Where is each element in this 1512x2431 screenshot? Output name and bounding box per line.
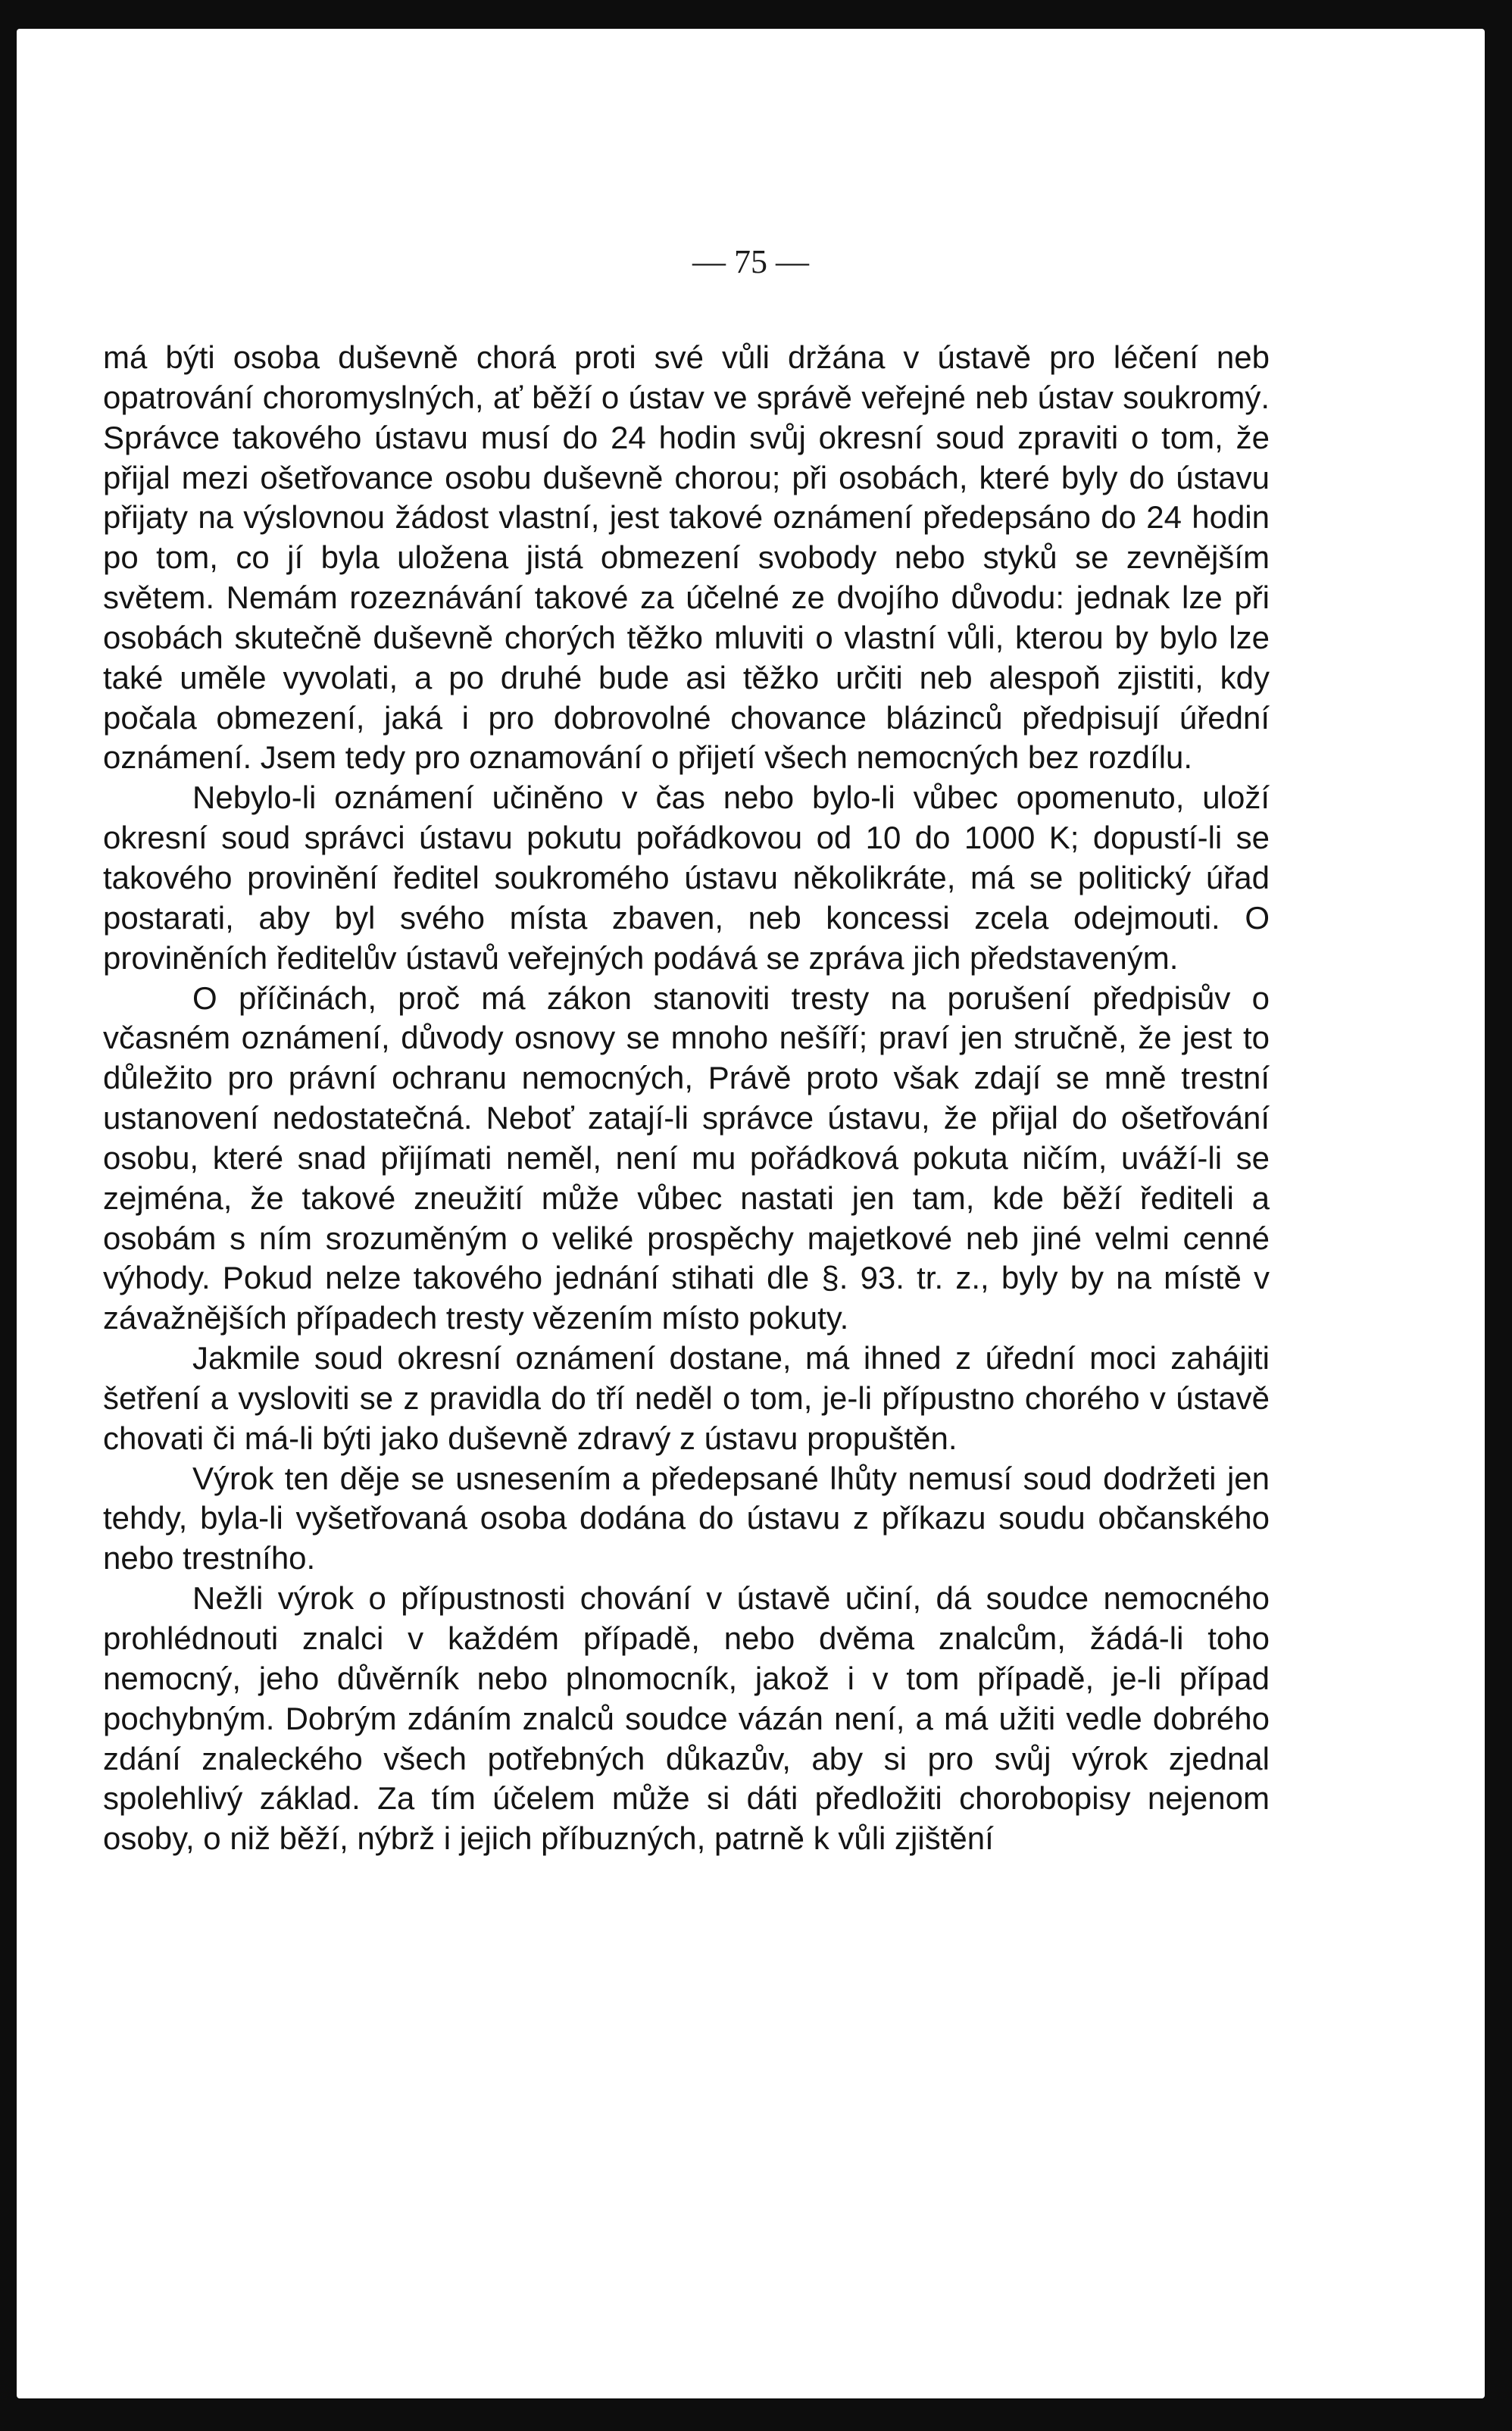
paragraph: O příčinách, proč má zákon stanoviti tresty na porušení předpisův o včasném oznámení, důvody osnovy se mnoho nešíří; praví jen stručně, že jest to důležito pro právní ochranu nemocných, Právě proto však zdají se mně trestní ustanovení nedostatečná. Neboť zatají-li správce ústavu, že přijal do ošetřování osobu, které snad přijímati neměl, není mu pořádková pokuta ničím, uváží-li se zejména, že takové zneužití může vůbec nastati jen tam, kde běží řediteli a osobám s ním srozuměným o veliké prospěchy majetkové neb jiné velmi cenné výhody. Pokud nelze takového jednání stihati dle §. 93. tr. z., byly by na místě v závažnějších případech tresty vězením místo pokuty. — [103, 980, 1270, 1336]
paragraph: Nežli výrok o přípustnosti chování v ústavě učiní, dá soudce nemocného prohlédnouti znalci v každém případě, nebo dvěma znalcům, žádá-li toho nemocný, jeho důvěrník nebo plnomocník, jakož i v tom případě, je-li případ pochybným. Dobrým zdáním znalců soudce vázán není, a má užiti vedle dobrého zdání znaleckého všech potřebných důkazův, aby si pro svůj výrok zjednal spolehlivý základ. Za tím účelem může si dáti předložiti chorobopisy nejenom osoby, o niž běží, nýbrž i jejich příbuzných, patrně k vůli zjištění — [103, 1580, 1270, 1857]
scanned-page — [17, 29, 1485, 2398]
paragraph: Výrok ten děje se usnesením a předepsané lhůty nemusí soud dodržeti jen tehdy, byla-li vyšetřovaná osoba dodána do ústavu z příkazu soudu občanského nebo trestního. — [103, 1460, 1270, 1576]
paragraph: Jakmile soud okresní oznámení dostane, má ihned z úřední moci zahájiti šetření a vysloviti se z pravidla do tří neděl o tom, je-li přípustno chorého v ústavě chovati či má-li býti jako duševně zdravý z ústavu propuštěn. — [103, 1340, 1270, 1456]
page-number: — 75 — — [692, 243, 809, 280]
paragraph: Nebylo-li oznámení učiněno v čas nebo bylo-li vůbec opomenuto, uloží okresní soud správci ústavu pokutu pořádkovou od 10 do 1000 K; dopustí-li se takového provinění ředitel soukromého ústavu několikráte, má se politický úřad postarati, aby byl svého místa zbaven, neb koncessi zcela odejmouti. O proviněních ředitelův ústavů veřejných podává se zpráva jich představeným. — [103, 780, 1270, 976]
body-text — [103, 338, 1270, 1859]
paragraph: má býti osoba duševně chorá proti své vůli držána v ústavě pro léčení neb opatrování choromyslných, ať běží o ústav ve správě veřejné neb ústav soukromý. Správce takového ústavu musí do 24 hodin svůj okresní soud zpraviti o tom, že přijal mezi ošetřovance osobu duševně chorou; při osobách, které byly do ústavu přijaty na výslovnou žádost vlastní, jest takové oznámení předepsáno do 24 hodin po tom, co jí byla uložena jistá obmezení svobody nebo styků se zevnějším světem. Nemám rozeznávání takové za účelné ze dvojího důvodu: jednak lze při osobách skutečně duševně chorých těžko mluviti o vlastní vůli, kterou by bylo lze také uměle vyvolati, a po druhé bude asi těžko určiti neb alespoň zjistiti, kdy počala obmezení, jaká i pro dobrovolné chovance blázinců předpisují úřední oznámení. Jsem tedy pro oznamování o přijetí všech nemocných bez rozdílu. — [103, 339, 1270, 776]
